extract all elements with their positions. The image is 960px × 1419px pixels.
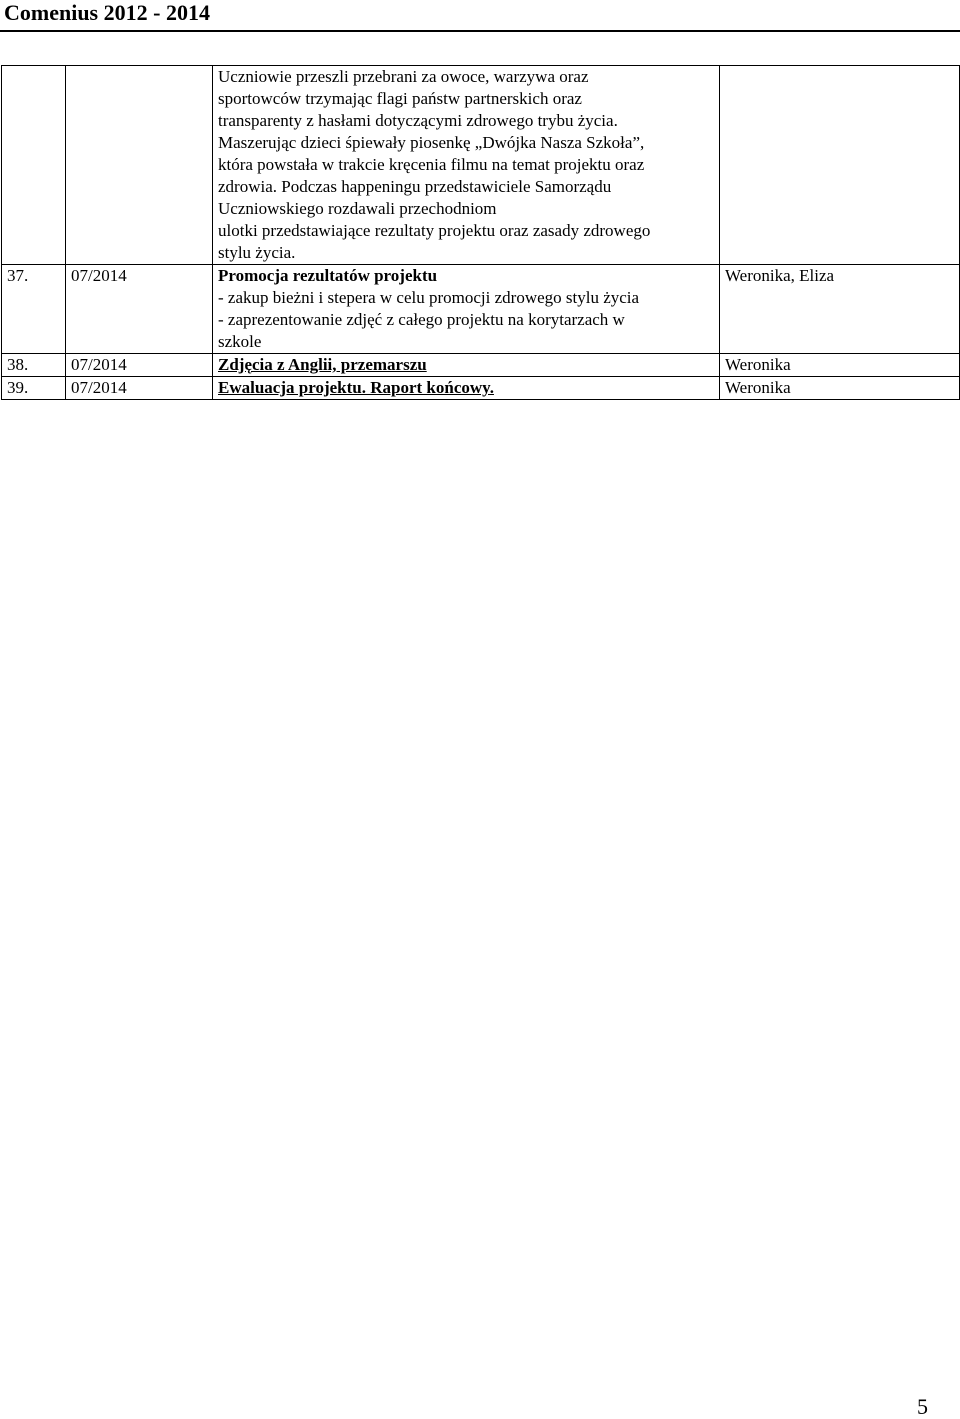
description-line: Uczniowskiego rozdawali przechodniom	[218, 199, 497, 218]
description-line: - zakup bieżni i stepera w celu promocji zdrowego stylu życia	[218, 288, 640, 307]
row-person: Weronika, Eliza	[720, 265, 960, 354]
row-number: 39.	[2, 377, 66, 400]
activity-title: Ewaluacja projektu. Raport końcowy.	[218, 378, 494, 397]
table-row	[2, 354, 960, 377]
description-line: która powstała w trakcie kręcenia filmu na temat projektu oraz	[218, 155, 645, 174]
header-divider	[0, 30, 960, 32]
row-person: Weronika	[720, 377, 960, 400]
row-number: 38.	[2, 354, 66, 377]
document-title: Comenius 2012 - 2014	[4, 0, 210, 25]
table-row	[2, 377, 960, 400]
description-line: szkole	[218, 332, 262, 351]
description-line: sportowców trzymając flagi państw partnerskich oraz	[218, 89, 582, 108]
row-number: 37.	[2, 265, 66, 354]
row-date: 07/2014	[66, 354, 213, 377]
row-date: 07/2014	[66, 377, 213, 400]
activity-title: Zdjęcia z Anglii, przemarszu	[218, 355, 427, 374]
activity-title: Promocja rezultatów projektu	[218, 266, 438, 285]
row-date: 07/2014	[66, 265, 213, 354]
row-description	[213, 265, 720, 354]
description-line: Maszerując dzieci śpiewały piosenkę „Dwójka Nasza Szkoła”,	[218, 133, 645, 152]
row-description	[213, 377, 720, 400]
row-person: Weronika	[720, 354, 960, 377]
description-line: transparenty z hasłami dotyczącymi zdrowego trybu życia.	[218, 111, 618, 130]
table-row	[2, 66, 960, 265]
page-number: 5	[917, 1394, 928, 1419]
description-line: ulotki przedstawiające rezultaty projektu oraz zasady zdrowego	[218, 221, 651, 240]
row-description	[213, 354, 720, 377]
row-person	[720, 66, 960, 265]
description-line: stylu życia.	[218, 243, 296, 262]
activity-table	[1, 65, 960, 400]
row-description	[213, 66, 720, 265]
row-date	[66, 66, 213, 265]
description-line: zdrowia. Podczas happeningu przedstawiciele Samorządu	[218, 177, 612, 196]
description-line: Uczniowie przeszli przebrani za owoce, warzywa oraz	[218, 67, 589, 86]
description-line: - zaprezentowanie zdjęć z całego projektu na korytarzach w	[218, 310, 625, 329]
row-number	[2, 66, 66, 265]
table-row	[2, 265, 960, 354]
